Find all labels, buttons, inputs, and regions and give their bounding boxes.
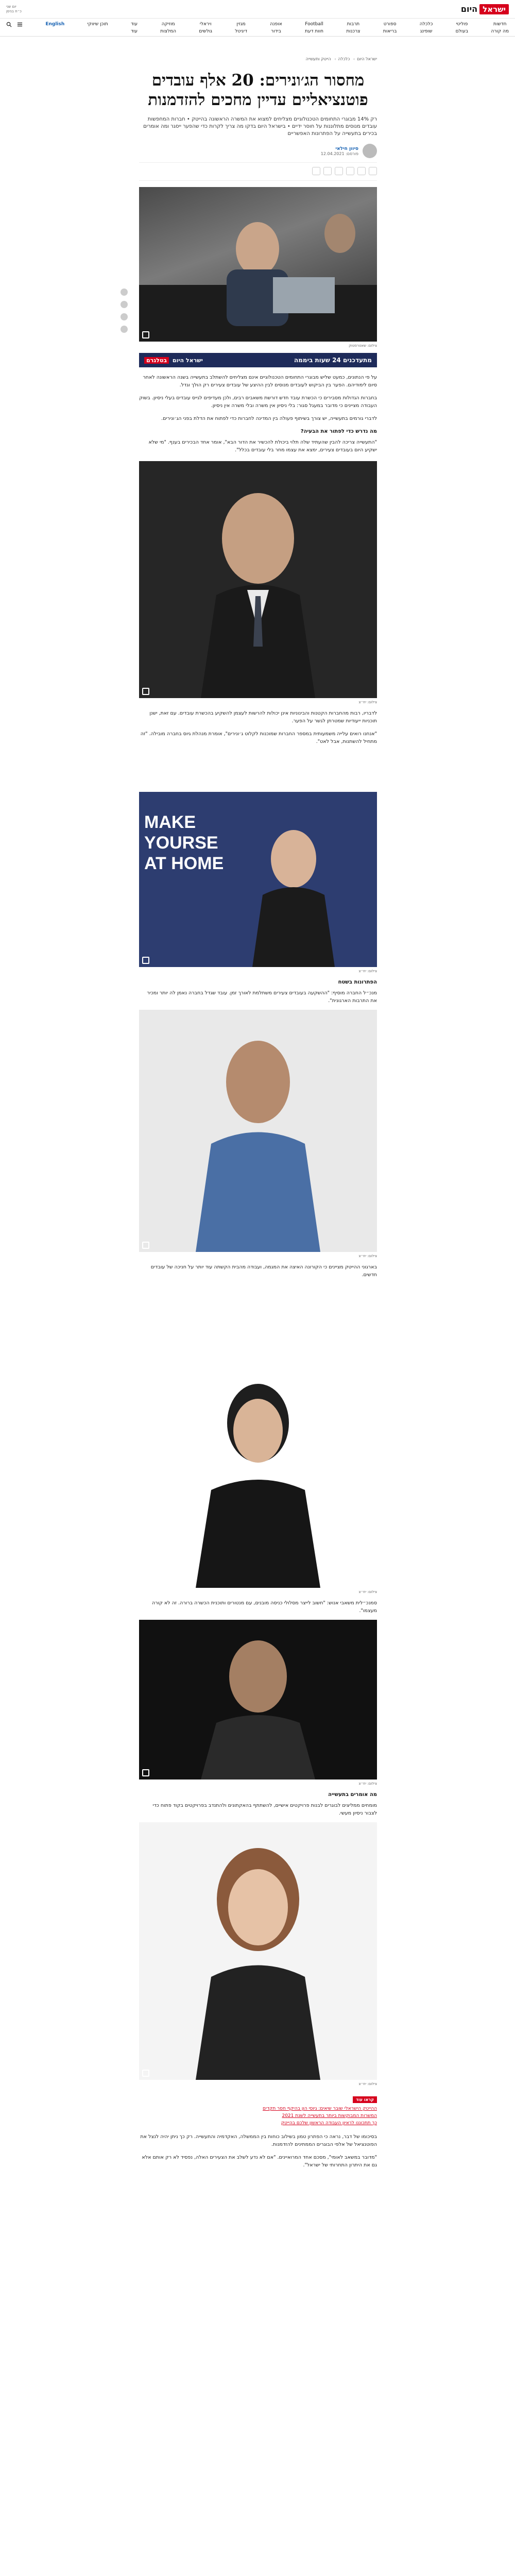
nav-item-top-8[interactable]: ויראלי xyxy=(199,22,212,27)
quote-paragraph-1: "אנחנו רואים עלייה משמעותית במספר החברות שמוכנות לקלוט ג׳ונירים", אומרת מנהלת גיוס בחברה מובילה. "זה מתחיל להשתנות, אבל לאט". xyxy=(140,731,377,744)
top-bar xyxy=(0,0,515,19)
poster-text-3: AT HOME xyxy=(144,854,224,873)
side-share-bar xyxy=(121,289,128,333)
nav-column-10 xyxy=(131,22,138,34)
poster-text-2: YOURSE xyxy=(144,833,218,853)
nav-column-0 xyxy=(491,22,509,34)
nav-column-1 xyxy=(456,22,468,34)
nav-column-12 xyxy=(45,22,64,27)
site-logo[interactable] xyxy=(461,4,509,14)
logo-black: היום xyxy=(460,4,478,14)
portrait-2-caption: צילום: יח״צ xyxy=(358,969,377,973)
breadcrumb: ישראל היום› כלכלה› הייטק ותעשייה xyxy=(305,57,377,61)
facebook-share-icon[interactable] xyxy=(369,167,377,175)
mail-share-icon[interactable] xyxy=(335,167,343,175)
zoom-icon[interactable] xyxy=(142,331,149,338)
print-icon[interactable] xyxy=(323,167,332,175)
nav-item-top-2[interactable]: כלכלה xyxy=(419,22,433,27)
quote-paragraph-0: לדבריו, רבות מהחברות הקטנות והבינוניות אינן יכולות להרשות לעצמן להשקיע בהכשרת עובדים. עם זאת, ישנן תוכניות ייעודיות שמטרתן לגשר על הפער. xyxy=(149,710,377,724)
nav-item-bottom-1[interactable]: בעולם xyxy=(455,29,469,34)
subhead-2: מה אומרים בתעשייה xyxy=(328,1792,377,1798)
banner-title: מתעדכנים 24 שעות ביממה xyxy=(294,357,372,364)
nav-column-7 xyxy=(235,22,247,34)
main-photo-illustration xyxy=(139,187,377,342)
related-link-0[interactable]: ההייטק הישראלי שובר שיאים: גיוסי הון בהיקף חסר תקדים xyxy=(263,2106,377,2111)
photo-caption: צילום: שאטרסטוק xyxy=(349,344,377,348)
date-display xyxy=(6,5,22,14)
portrait-1-illustration xyxy=(139,461,377,698)
portrait-6-caption: צילום: יח״צ xyxy=(358,2082,377,2086)
main-nav xyxy=(0,19,515,37)
zoom-icon[interactable] xyxy=(142,1242,149,1249)
nav-column-6 xyxy=(270,22,282,34)
nav-item-top-0[interactable]: חדשות xyxy=(493,22,507,27)
quote-paragraph-2: מנכ״ל החברה מוסיף: "ההשקעה בעובדים צעירים משתלמת לאורך זמן. עובד שגדל בחברה נאמן לה יותר ומכיר את התרבות הארגונית". xyxy=(147,990,377,1004)
nav-item-top-11[interactable]: תוכן שיווקי xyxy=(87,22,108,27)
share-bar xyxy=(139,162,377,181)
nav-item-top-3[interactable]: ספורט xyxy=(383,22,397,27)
related-link-1[interactable]: המשרות המבוקשות ביותר בתעשייה לשנת 2021 xyxy=(282,2113,377,2119)
nav-item-bottom-10[interactable]: עוד xyxy=(130,29,138,34)
nav-column-11 xyxy=(88,22,108,27)
portrait-3-illustration xyxy=(139,1010,377,1252)
portrait-3-caption: צילום: יח״צ xyxy=(358,1254,377,1258)
closing-paragraph-0: בסיכומו של דבר, נראה כי הפתרון טמון בשילוב כוחות בין הממשלה, האקדמיה והתעשייה. רק כך ניתן יהיה לנצל את הפוטנציאל של אלפי הבוגרים הממתינים להזדמנות. xyxy=(140,2134,377,2147)
publish-date: פורסם: 12.04.2021 xyxy=(320,151,358,156)
nav-item-top-6[interactable]: אופנה xyxy=(270,22,282,27)
main-photo xyxy=(139,187,377,342)
whatsapp-share-icon[interactable] xyxy=(346,167,354,175)
breadcrumb-item-1[interactable]: כלכלה xyxy=(338,57,350,61)
comment-icon[interactable] xyxy=(312,167,320,175)
nav-item-bottom-6[interactable]: בידור xyxy=(271,29,281,34)
facebook-icon[interactable] xyxy=(121,289,128,296)
related-articles xyxy=(139,2093,377,2126)
author-name[interactable]: סיוון חילאי xyxy=(335,146,358,151)
banner-brand xyxy=(144,357,203,364)
portrait-6-illustration xyxy=(139,1822,377,2080)
nav-item-top-10[interactable]: עוד xyxy=(130,22,138,27)
whatsapp-icon[interactable] xyxy=(121,313,128,320)
nav-item-top-9[interactable]: מוזיקה xyxy=(161,22,175,27)
quote-paragraph-5: מומחים ממליצים לבוגרים לבנות פרויקטים אישיים, להשתתף בהאקתונים ולהתנדב בפרויקטים בקוד פתוח כדי לצבור ניסיון מעשי. xyxy=(152,1803,377,1816)
portrait-5-illustration xyxy=(139,1620,377,1780)
nav-item-top-4[interactable]: תרבות xyxy=(347,22,360,27)
portrait-1 xyxy=(139,461,377,698)
search-icon[interactable] xyxy=(6,22,12,27)
nav-item-bottom-9[interactable]: המלצות xyxy=(160,29,177,34)
article-title: מחסור הג׳ונירים: 20 אלף עובדים פוטנציאליים עדיין מחכים להזדמנות xyxy=(148,71,368,109)
nav-item-bottom-0[interactable]: מה קורה xyxy=(491,29,509,34)
poster-text-1: MAKE xyxy=(144,812,196,832)
nav-column-2 xyxy=(420,22,433,34)
nav-item-bottom-8[interactable]: גולשים xyxy=(199,29,212,34)
twitter-share-icon[interactable] xyxy=(357,167,366,175)
article xyxy=(139,57,377,2174)
portrait-2-illustration xyxy=(139,792,377,967)
breadcrumb-item-0[interactable]: ישראל היום xyxy=(357,57,377,61)
banner-brand-name: ישראל היום xyxy=(172,357,203,364)
author-avatar xyxy=(363,144,377,158)
subhead-0: מה נדרש כדי לפתור את הבעיה? xyxy=(300,429,377,434)
menu-icon[interactable] xyxy=(17,22,23,27)
portrait-6 xyxy=(139,1822,377,2080)
nav-item-top-1[interactable]: פוליטי xyxy=(456,22,468,27)
telegram-banner[interactable] xyxy=(139,353,377,367)
portrait-1-caption: צילום: יח״צ xyxy=(358,700,377,704)
date-line-1: יום שני xyxy=(6,4,16,9)
nav-column-9 xyxy=(160,22,176,34)
related-tag: קראו עוד xyxy=(353,2096,377,2103)
zoom-icon[interactable] xyxy=(142,688,149,695)
date-line-2: כ״ח בניסן xyxy=(6,9,22,13)
zoom-icon[interactable] xyxy=(142,1769,149,1776)
subhead-1: הפתרונות בשטח xyxy=(338,979,377,985)
portrait-4-illustration xyxy=(139,1366,377,1588)
quote-paragraph-4: סמנכ״לית משאבי אנוש: "חשוב לייצר מסלולי כניסה מובנים, עם מנטורים ותוכנית הכשרה ברורה. זה לא קורה מעצמו". xyxy=(151,1600,377,1614)
nav-column-3 xyxy=(383,22,397,34)
quote-paragraph-3: בארגוני ההייטק מציינים כי הקורונה האיצה את המגמה, ועבודה מהבית הקשתה עוד יותר על חניכה של עובדים חדשים. xyxy=(150,1264,377,1278)
nav-column-8 xyxy=(199,22,212,34)
portrait-2 xyxy=(139,792,377,967)
paragraph-0: על פי הנתונים, כמעט שליש מבוגרי התחומים הטכנולוגיים אינם מצליחים להשתלב בתעשייה בשנה הראשונה לאחר סיום לימודיהם. הפער בין הביקוש לעובדים מנוסים לבין ההיצע של עובדים צעירים רק הולך וגדל. xyxy=(143,375,377,388)
portrait-3 xyxy=(139,1010,377,1252)
related-link-2[interactable]: כך תתכוננו לראיון העבודה הראשון שלכם בהייטק xyxy=(281,2121,377,2126)
zoom-icon[interactable] xyxy=(142,2070,149,2077)
breadcrumb-item-2[interactable]: הייטק ותעשייה xyxy=(305,57,331,61)
portrait-4 xyxy=(139,1366,377,1588)
nav-icons xyxy=(6,22,23,27)
nav-column-5 xyxy=(305,22,323,34)
zoom-icon[interactable] xyxy=(142,957,149,964)
portrait-5-caption: צילום: יח״צ xyxy=(358,1782,377,1786)
nav-item-bottom-3[interactable]: בריאות xyxy=(383,29,397,34)
byline xyxy=(139,144,377,158)
paragraph-3: "התעשייה צריכה להבין שהעתיד שלה תלוי ביכולת להכשיר את הדור הבא", אומר אחד הבכירים בענף. "מי שלא ישקיע היום בעובדים צעירים, ימצא את עצמו מחר בלי עובדים בכלל". xyxy=(148,439,377,453)
portrait-4-caption: צילום: יח״צ xyxy=(358,1590,377,1594)
nav-column-4 xyxy=(346,22,360,34)
nav-item-bottom-7[interactable]: דיגיטל xyxy=(235,29,247,34)
banner-brand-suffix: בטלגרם xyxy=(144,357,169,364)
nav-item-bottom-5[interactable]: חוות דעת xyxy=(305,29,324,34)
mail-icon[interactable] xyxy=(121,326,128,333)
nav-item-top-7[interactable]: מגזין xyxy=(236,22,246,27)
article-subtitle: רק 14% מבוגרי התחומים הטכנולוגיים מצליחים למצוא את המשרה הראשונה בהייטק • חברות המחפשות עובדים מנוסים מתלוננות על חוסר ידיים • בישראל היום בדקו מה צריך לקרות כדי שהפער ייסגר ומה אומרים בכירים בתעשייה על הפתרונות האפשריים xyxy=(143,116,377,137)
nav-item-top-5[interactable]: Football xyxy=(305,22,323,27)
paragraph-2: לדברי גורמים בתעשייה, יש צורך בשיתוף פעולה בין המדינה לחברות כדי לפתוח את הדלת בפני הג׳ונירים. xyxy=(161,416,377,421)
paragraph-1: בחברות הגדולות מסבירים כי הכשרת עובד חדש דורשת משאבים רבים, ולכן מעדיפים לגייס עובדים בעלי ניסיון. בשוק העבודה מציינים כי מדובר במעגל סגור: בלי ניסיון אין משרה ובלי משרה אין ניסיון. xyxy=(139,395,377,409)
closing-paragraph-1: "מדובר במשאב לאומי", מסכם אחד המרואיינים. "אם לא נדע לשלב את הצעירים האלה, נפסיד לא רק אותם אלא גם את היתרון התחרותי של ישראל". xyxy=(142,2155,377,2168)
nav-item-bottom-2[interactable]: שופינג xyxy=(420,29,433,34)
twitter-icon[interactable] xyxy=(121,301,128,308)
nav-item-top-12[interactable]: English xyxy=(45,22,65,27)
nav-item-bottom-4[interactable]: צרכנות xyxy=(346,29,360,34)
portrait-5 xyxy=(139,1620,377,1780)
zoom-icon[interactable] xyxy=(142,1578,149,1585)
logo-red: ישראל xyxy=(479,4,509,14)
